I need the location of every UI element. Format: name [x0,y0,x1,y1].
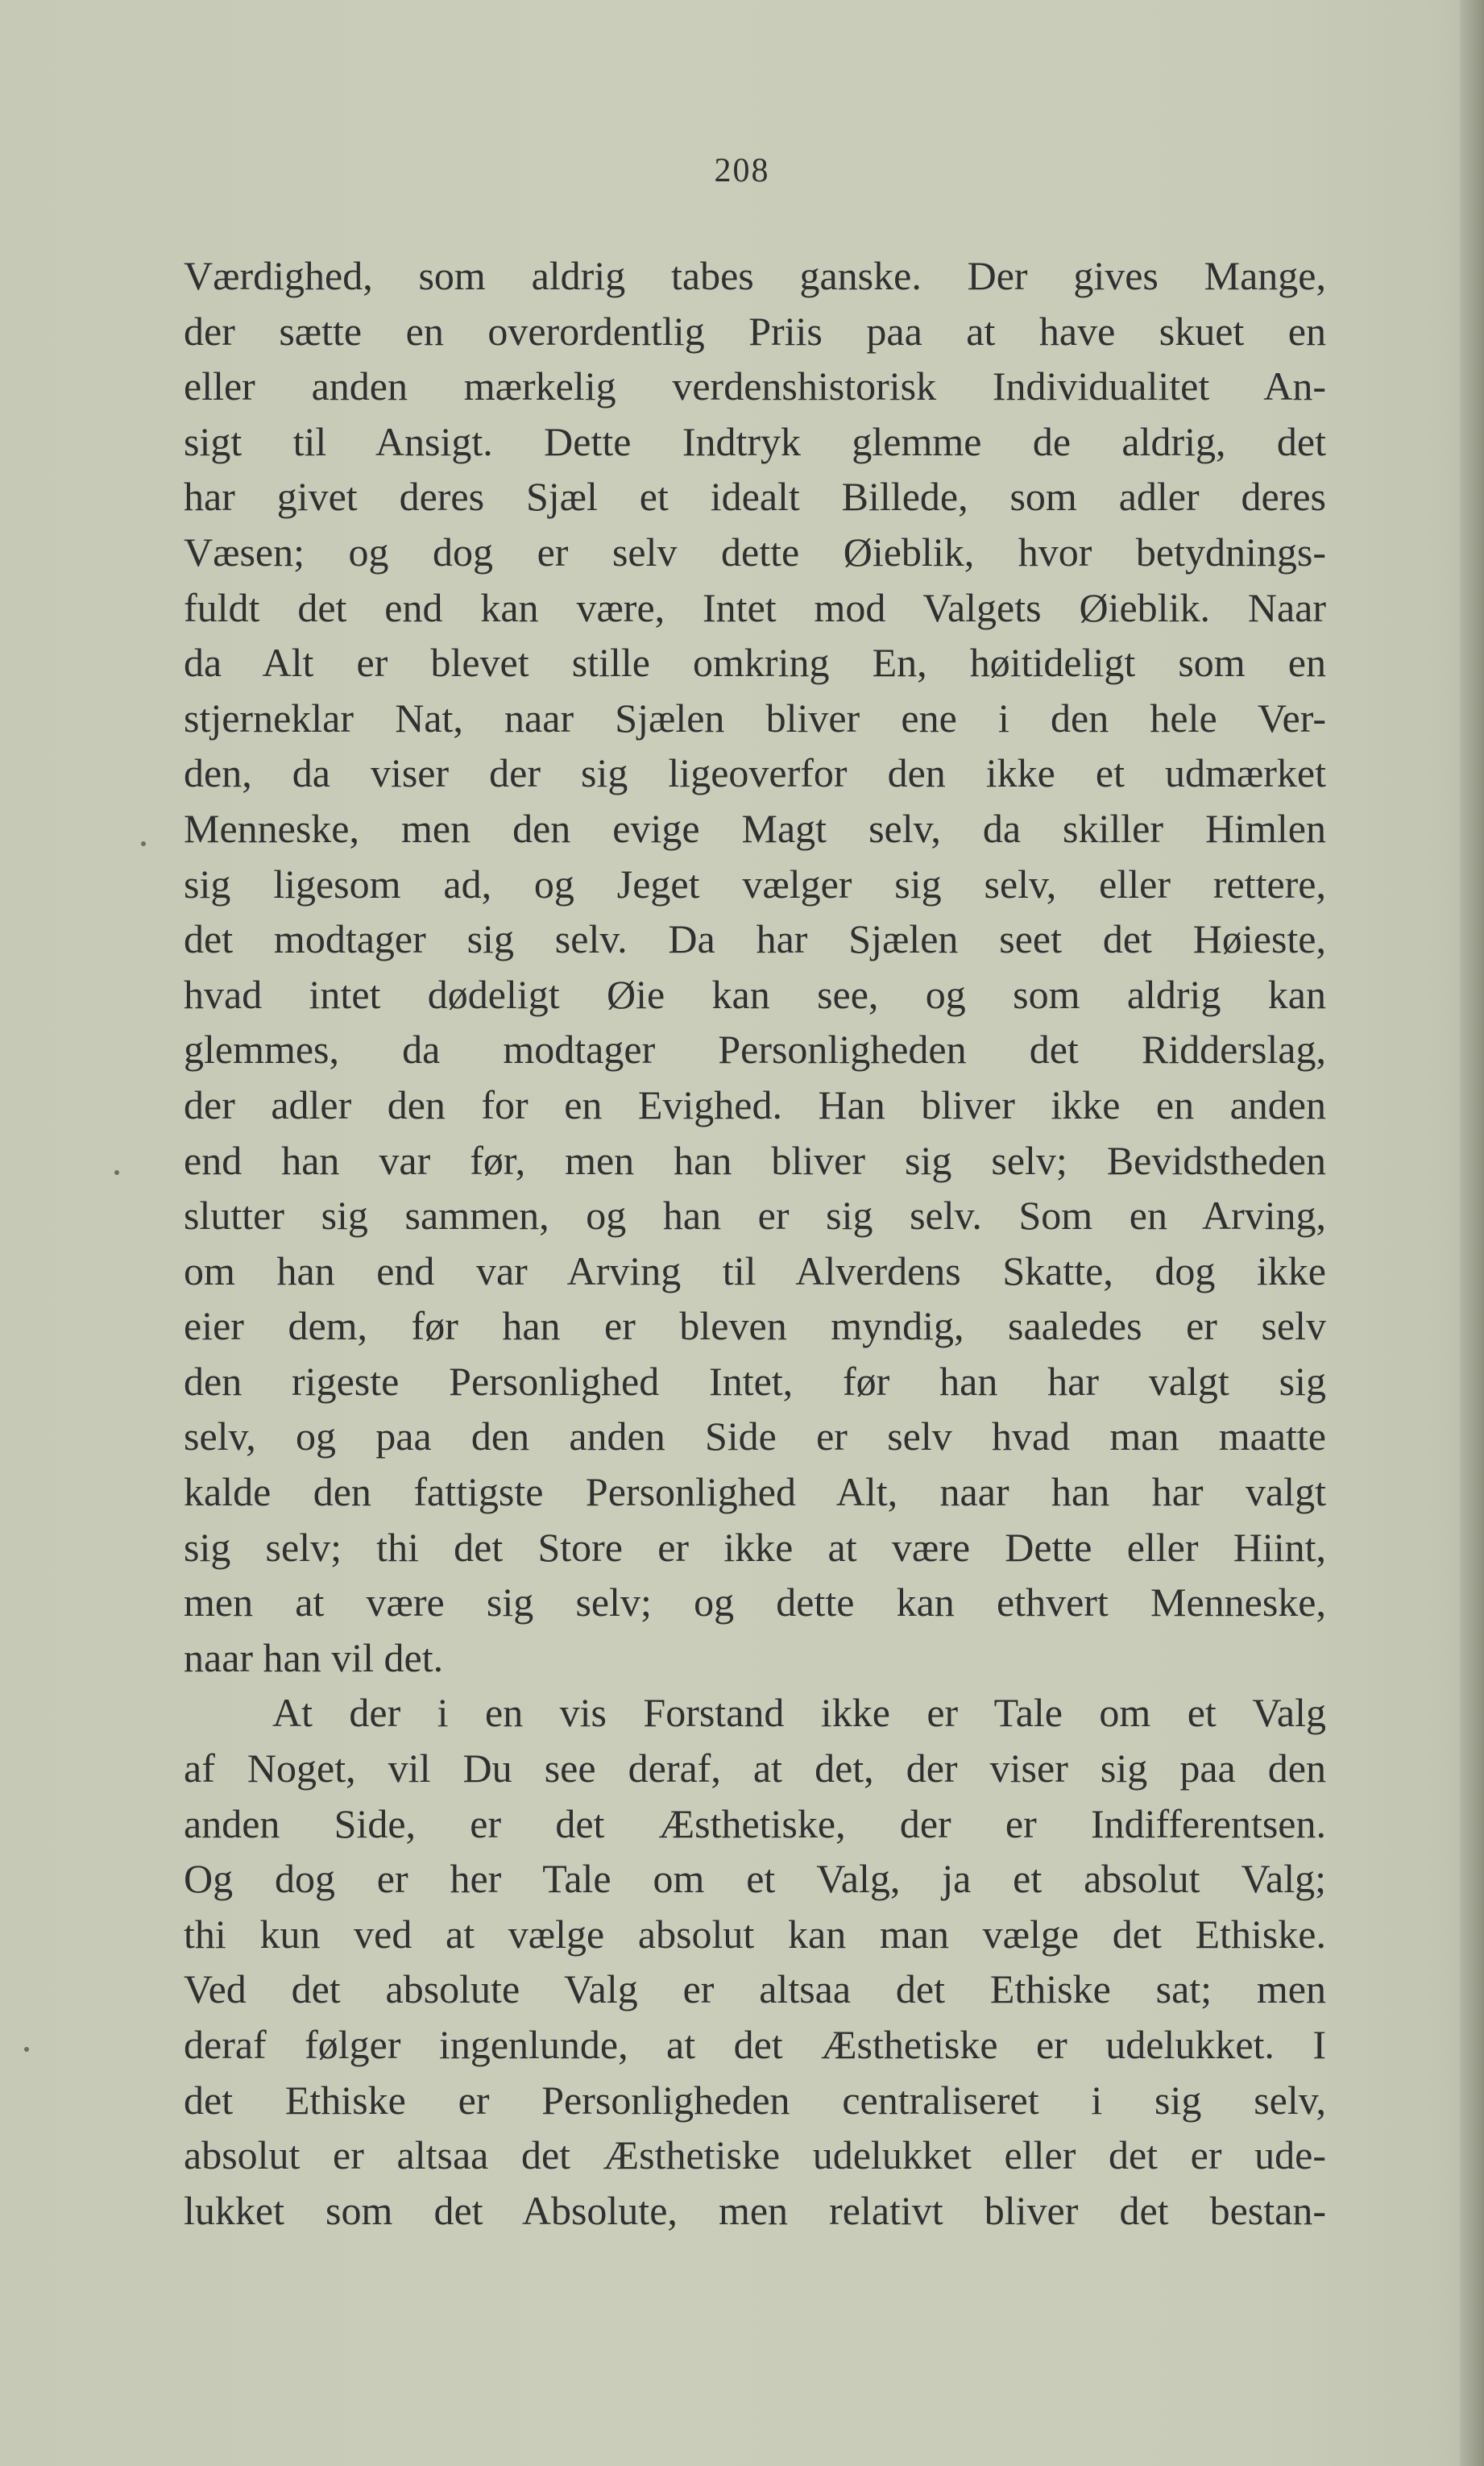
text-line: glemmes, da modtager Personligheden det Ridderslag, [184,1027,1326,1073]
text-line: den, da viser der sig ligeoverfor den ikke et udmærket [184,750,1326,796]
text-line: Menneske, men den evige Magt selv, da skiller Himlen [184,805,1326,851]
margin-speck [141,841,146,846]
text-line: eier dem, før han er bleven myndig, saaledes er selv [184,1303,1326,1349]
text-line: sig selv; thi det Store er ikke at være Dette eller Hiint, [184,1524,1326,1570]
text-line: sig ligesom ad, og Jeget vælger sig selv, eller rettere, [184,861,1326,907]
text-line: Ved det absolute Valg er altsaa det Ethiske sat; men [184,1966,1326,2012]
text-line: af Noget, vil Du see deraf, at det, der viser sig paa den [184,1746,1326,1791]
text-line: slutter sig sammen, og han er sig selv. Som en Arving, [184,1193,1326,1239]
text-line: hvad intet dødeligt Øie kan see, og som aldrig kan [184,971,1326,1017]
text-line: det Ethiske er Personligheden centraliseret i sig selv, [184,2077,1326,2123]
text-line: kalde den fattigste Personlighed Alt, naar han har valgt [184,1469,1326,1515]
text-line: det modtager sig selv. Da har Sjælen seet det Høieste, [184,916,1326,962]
text-line: absolut er altsaa det Æsthetiske udelukket eller det er ude- [184,2132,1326,2178]
text-line: lukket som det Absolute, men relativt bliver det bestan- [184,2187,1326,2233]
text-line: har givet deres Sjæl et idealt Billede, som adler deres [184,474,1326,520]
page-number: 208 [714,152,770,189]
text-line: om han end var Arving til Alverdens Skatte, dog ikke [184,1248,1326,1293]
text-line: stjerneklar Nat, naar Sjælen bliver ene i den hele Ver- [184,695,1326,741]
text-line: eller anden mærkelig verdenshistorisk Individualitet An- [184,363,1326,409]
paragraph-2 [184,1685,1326,2238]
page-edge-shadow [1460,0,1484,2466]
text-line: end han var før, men han bliver sig selv; Bevidstheden [184,1137,1326,1183]
text-line: thi kun ved at vælge absolut kan man vælge det Ethiske. [184,1911,1326,1957]
text-line: der adler den for en Evighed. Han bliver ikke en anden [184,1081,1326,1127]
text-line: anden Side, er det Æsthetiske, der er Indifferentsen. [184,1800,1326,1846]
text-line: deraf følger ingenlunde, at det Æsthetiske er udelukket. I [184,2022,1326,2067]
paragraph-1 [184,248,1326,1685]
body-text [184,248,1326,2238]
margin-speck [114,1170,119,1175]
text-line: selv, og paa den anden Side er selv hvad man maatte [184,1414,1326,1459]
margin-speck [24,2047,29,2052]
text-line: da Alt er blevet stille omkring En, høitideligt som en [184,640,1326,686]
text-line: Og dog er her Tale om et Valg, ja et absolut Valg; [184,1856,1326,1902]
text-line: sigt til Ansigt. Dette Indtryk glemme de aldrig, det [184,418,1326,464]
text-line: fuldt det end kan være, Intet mod Valgets Øieblik. Naar [184,584,1326,630]
text-line: Værdighed, som aldrig tabes ganske. Der gives Mange, [184,253,1326,298]
text-line: naar han vil det. [184,1634,444,1680]
text-line: men at være sig selv; og dette kan ethvert Menneske, [184,1580,1326,1625]
text-line: At der i en vis Forstand ikke er Tale om et Valg [272,1690,1326,1736]
text-line: Væsen; og dog er selv dette Øieblik, hvor betydnings- [184,529,1326,575]
text-line: der sætte en overordentlig Priis paa at have skuet en [184,308,1326,354]
text-line: den rigeste Personlighed Intet, før han har valgt sig [184,1358,1326,1404]
